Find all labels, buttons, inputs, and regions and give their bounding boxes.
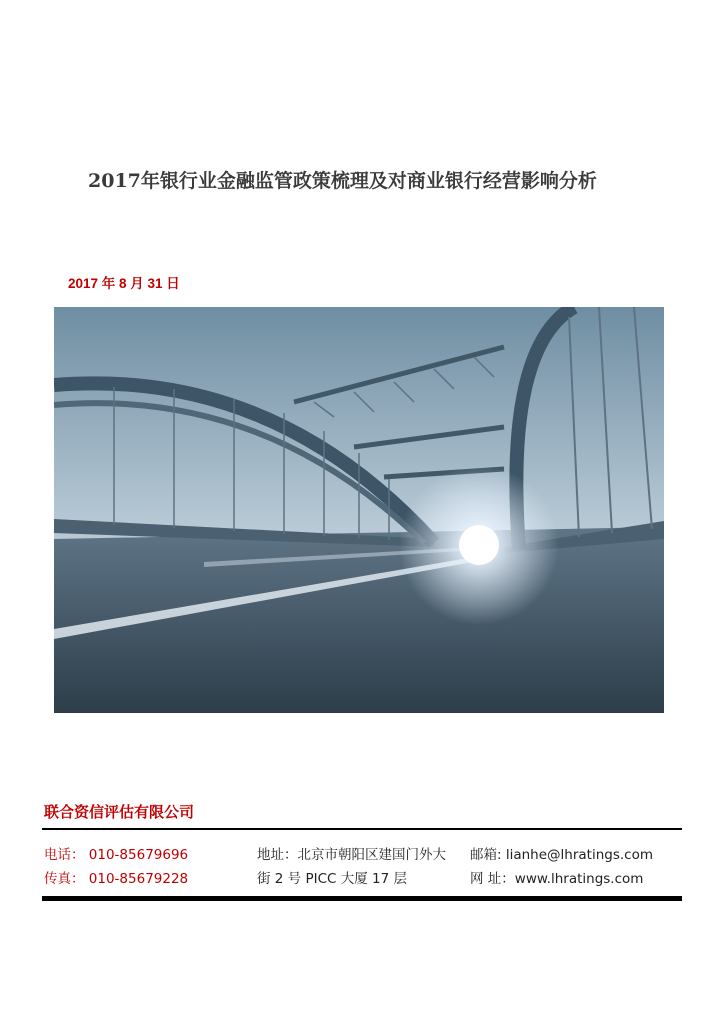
cover-image <box>54 307 664 713</box>
footer-bottom-rule <box>42 896 682 901</box>
document-title: 2017年银行业金融监管政策梳理及对商业银行经营影响分析 <box>88 170 597 192</box>
phone-text: 电话： 010-85679696 <box>44 847 189 863</box>
fax-text: 传真： 010-85679228 <box>44 871 189 887</box>
website-text: 网 址：www.lhratings.com <box>470 871 644 887</box>
address-line-2: 街 2 号 PICC 大厦 17 层 <box>257 871 407 887</box>
address-line-1: 地址：北京市朝阳区建国门外大 <box>257 847 446 863</box>
email-text: 邮箱: lianhe@lhratings.com <box>470 847 653 863</box>
document-date: 2017 年 8 月 31 日 <box>68 276 180 291</box>
bridge-photo <box>54 307 664 713</box>
footer-divider <box>42 828 682 830</box>
company-name: 联合资信评估有限公司 <box>44 803 195 821</box>
